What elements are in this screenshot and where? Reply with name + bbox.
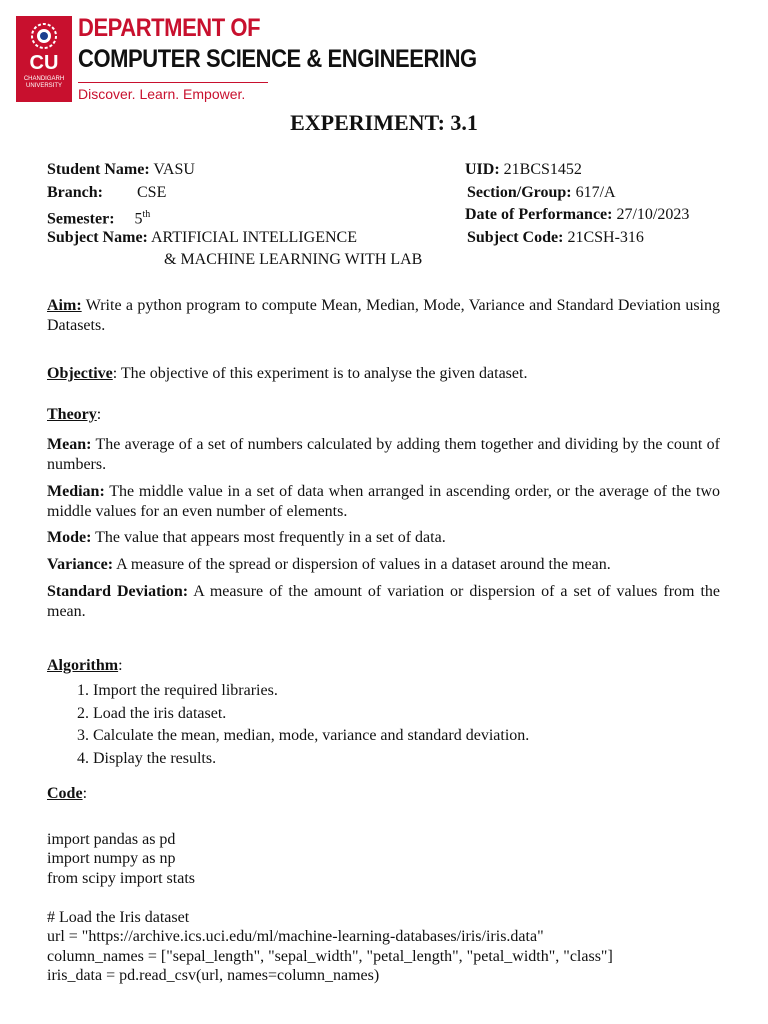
uid-value: 21BCS1452	[503, 161, 582, 178]
experiment-title: EXPERIMENT: 3.1	[290, 110, 478, 135]
student-label: Student Name:	[47, 161, 150, 178]
subject-row	[47, 228, 357, 248]
algorithm-step: 4. Display the results.	[93, 748, 720, 771]
mode-text: The value that appears most frequently in a set of data.	[91, 529, 446, 546]
algorithm-heading	[47, 656, 720, 676]
section-value: 617/A	[575, 184, 616, 201]
theory-std-dev	[47, 582, 720, 622]
code-line: import pandas as pd	[47, 830, 176, 848]
university-logo	[16, 16, 72, 102]
objective-label: Objective	[47, 365, 113, 382]
theory-colon: :	[96, 406, 102, 423]
subject-label: Subject Name:	[47, 229, 148, 246]
branch-label: Branch:	[47, 184, 103, 201]
subject-code-label: Subject Code:	[467, 229, 564, 246]
subject-value-2: & MACHINE LEARNING WITH LAB	[164, 251, 423, 268]
theory-heading	[47, 405, 720, 425]
algorithm-step: 1. Import the required libraries.	[93, 680, 720, 703]
subject-code-value: 21CSH-316	[567, 229, 644, 246]
section-row	[467, 183, 616, 203]
subject-value-1: ARTIFICIAL INTELLIGENCE	[151, 229, 357, 246]
std-dev-term: Standard Deviation:	[47, 583, 189, 600]
date-value: 27/10/2023	[616, 206, 690, 223]
theory-variance	[47, 555, 720, 575]
student-name-row	[47, 160, 195, 180]
code-line: # Load the Iris dataset	[47, 908, 190, 926]
department-line-1: DEPARTMENT OF	[78, 14, 261, 42]
algorithm-step: 3. Calculate the mean, median, mode, variance and standard deviation.	[93, 725, 720, 748]
code-line: from scipy import stats	[47, 869, 195, 887]
branch-value: CSE	[137, 184, 167, 201]
code-colon: :	[82, 785, 88, 802]
code-line: column_names = ["sepal_length", "sepal_width", "petal_length", "petal_width", "class"]	[47, 947, 613, 965]
code-line: import numpy as np	[47, 850, 176, 867]
theory-label: Theory	[47, 406, 97, 423]
median-text: The middle value in a set of data when arranged in ascending order, or the average of the two middle values for an even number of elements.	[47, 483, 720, 520]
code-line	[47, 888, 613, 908]
mean-term: Mean:	[47, 436, 92, 453]
branch-row	[47, 183, 166, 203]
algorithm-label: Algorithm	[47, 657, 119, 674]
algorithm-colon: :	[118, 657, 123, 674]
code-block	[47, 810, 613, 1005]
variance-text: A measure of the spread or dispersion of values in a dataset around the mean.	[113, 556, 611, 573]
semester-suffix: th	[142, 209, 151, 220]
cu-emblem-icon	[26, 21, 62, 51]
section-label: Section/Group:	[467, 184, 572, 201]
semester-label: Semester:	[47, 210, 115, 228]
date-row	[465, 205, 689, 225]
algorithm-steps	[47, 680, 720, 770]
code-label: Code	[47, 785, 83, 802]
tagline: Discover. Learn. Empower.	[78, 86, 246, 102]
code-line: iris_data = pd.read_csv(url, names=column_names)	[47, 967, 380, 984]
aim-section	[47, 296, 720, 336]
semester-value: 5	[134, 210, 143, 228]
theory-mean	[47, 435, 720, 475]
mode-term: Mode:	[47, 529, 92, 546]
semester-row	[47, 205, 150, 229]
theory-median	[47, 482, 720, 522]
std-dev-text: A measure of the amount of variation or dispersion of a set of values from the mean.	[47, 583, 721, 620]
logo-text: CU	[29, 52, 59, 74]
student-value: VASU	[153, 161, 195, 178]
code-line: url = "https://archive.ics.uci.edu/ml/machine-learning-databases/iris/iris.data"	[47, 928, 544, 945]
objective-text: : The objective of this experiment is to analyse the given dataset.	[112, 365, 528, 382]
theory-mode	[47, 528, 720, 548]
subject-code-row	[467, 228, 644, 248]
median-term: Median:	[47, 483, 105, 500]
objective-section	[47, 364, 720, 384]
algorithm-step: 2. Load the iris dataset.	[93, 703, 720, 726]
code-heading	[47, 784, 720, 804]
date-label: Date of Performance:	[465, 206, 613, 223]
uid-label: UID:	[465, 161, 500, 178]
header-divider	[78, 82, 268, 83]
aim-label: Aim:	[47, 297, 82, 314]
mean-text: The average of a set of numbers calculated by adding them together and dividing by the count of numbers.	[47, 436, 720, 473]
aim-text: Write a python program to compute Mean, Median, Mode, Variance and Standard Deviation using Datasets.	[47, 297, 720, 334]
logo-subtext: CHANDIGARH UNIVERSITY	[23, 76, 65, 89]
variance-term: Variance:	[47, 556, 114, 573]
department-line-2: COMPUTER SCIENCE & ENGINEERING	[78, 45, 477, 73]
uid-row	[465, 160, 582, 180]
